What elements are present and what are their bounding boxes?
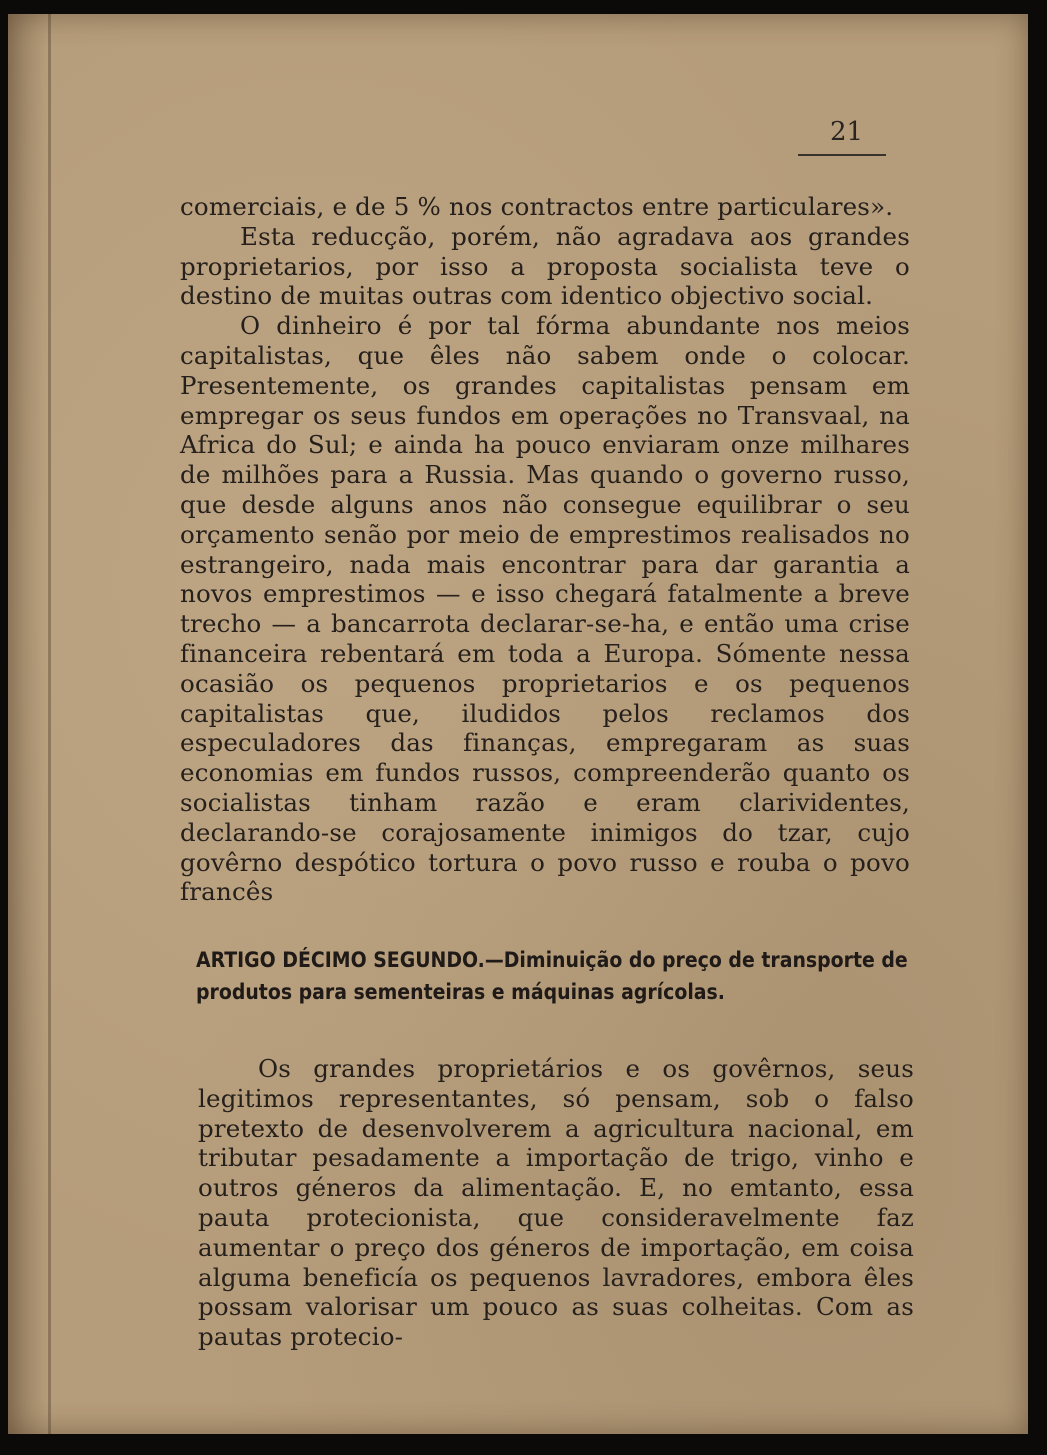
- body-text-lower: [198, 1054, 914, 1352]
- article-heading-subject: —Diminuição do preço de transporte de produtos para sementeiras e máquinas agrícolas.: [196, 948, 908, 1004]
- article-heading-label: ARTIGO DÉCIMO SEGUNDO.: [196, 948, 485, 972]
- article-heading: [196, 944, 916, 1008]
- body-text-upper: [180, 192, 910, 907]
- paragraph-continuation: comerciais, e de 5 % nos contractos entre particulares».: [180, 192, 894, 221]
- page-gutter-shadow: [48, 14, 51, 1434]
- paragraph: Esta reducção, porém, não agradava aos grandes proprietarios, por isso a proposta socialista teve o destino de muitas outras com identico objectivo social.: [180, 221, 910, 311]
- page-number: 21: [830, 117, 864, 147]
- paragraph: Os grandes proprietários e os govêrnos, seus legitimos representantes, só pensam, sob o falso pretexto de desenvolverem a agricultura nacional, em tributar pesadamente a importação de trigo, vinho e outros géneros da alimentação. E, no emtanto, essa pauta protecionista, que consideravelmente faz aumentar o preço dos géneros de importação, em coisa alguma beneficía os pequenos lavradores, embora êles possam valorisar um pouco as suas colheitas. Com as pautas protecio-: [198, 1054, 914, 1352]
- book-page: [8, 14, 1028, 1434]
- paragraph: O dinheiro é por tal fórma abundante nos meios capitalistas, que êles não sabem onde o colocar. Presentemente, os grandes capitalistas pensam em empregar os seus fundos em operações no Transvaal, na Africa do Sul; e ainda ha pouco enviaram onze milhares de milhões para a Russia. Mas quando o governo russo, que desde alguns anos não consegue equilibrar o seu orçamento senão por meio de emprestimos realisados no estrangeiro, nada mais encontrar para dar garantia a novos emprestimos — e isso chegará fatalmente a breve trecho — a bancarrota declarar-se-ha, e então uma crise financeira rebentará em toda a Europa. Sómente nessa ocasião os pequenos proprietarios e os pequenos capitalistas que, iludidos pelos reclamos dos especuladores das finanças, empregaram as suas economias em fundos russos, compreenderão quanto os socialistas tinham razão e eram clarividentes, declarando-se corajosamente inimigos do tzar, cujo govêrno despótico tortura o povo russo e rouba o povo francês: [180, 311, 910, 907]
- article-heading-title: [196, 948, 908, 1004]
- page-number-rule: [798, 154, 886, 156]
